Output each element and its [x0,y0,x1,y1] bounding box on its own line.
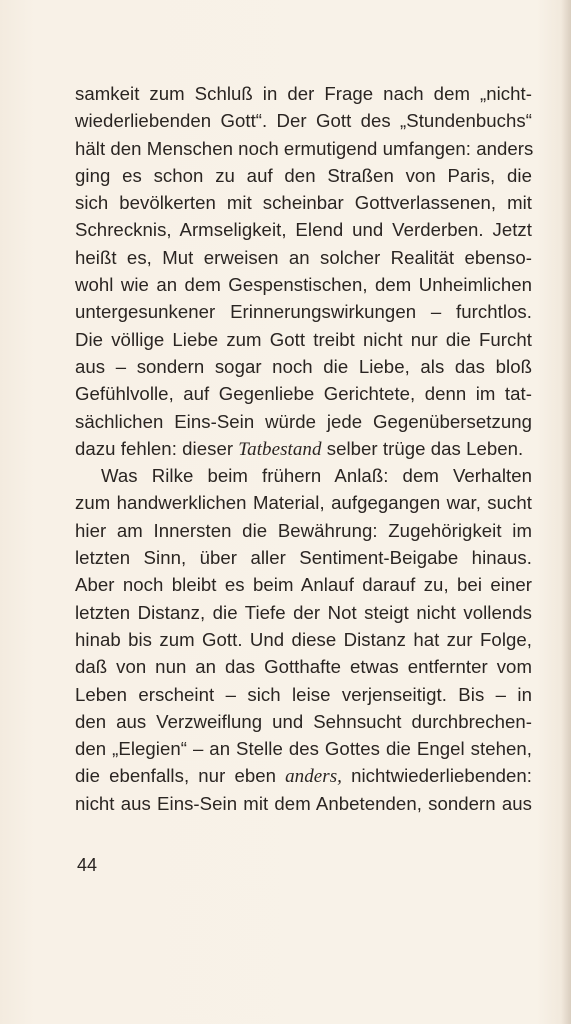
text-line: Leben erscheint – sich leise verjenseitigt. Bis – in [75,683,532,705]
text-line: letzten Distanz, die Tiefe der Not steigt nicht vollends [75,601,532,623]
text-line: den aus Verzweiflung und Sehnsucht durchbrechen- [75,710,532,732]
body-text [75,80,532,817]
text-run: dazu fehlen: dieser [75,437,239,459]
text-line: untergesunkener Erinnerungswirkungen – furchtlos. [75,301,532,323]
text-line: aus – sondern sogar noch die Liebe, als das bloß [75,355,532,377]
text-line: sich bevölkerten mit scheinbar Gottverlassenen, mit [75,192,532,214]
text-line: sächlichen Eins-Sein würde jede Gegenübersetzung [75,410,532,432]
text-run: die ebenfalls, nur eben [75,765,286,787]
text-line: Gefühlvolle, auf Gegenliebe Gerichtete, denn im tat- [75,383,532,405]
text-run: selber trüge das Leben. [321,437,524,459]
text-line: wiederliebenden Gott“. Der Gott des „Stundenbuchs“ [75,110,532,132]
italic-term: Tatbestand [238,438,322,460]
paragraph-first-line: Was Rilke beim frühern Anlaß: dem Verhalten [101,465,532,487]
page-edge-shadow [561,0,571,1024]
text-line: heißt es, Mut erweisen an solcher Realität ebenso- [75,246,532,268]
text-line: ging es schon zu auf den Straßen von Paris, die [75,164,532,186]
text-line: hält den Menschen noch ermutigend umfangen: anders [75,137,534,159]
text-line: den „Elegien“ – an Stelle des Gottes die Engel stehen, [75,738,532,760]
text-line [75,435,532,462]
text-line: samkeit zum Schluß in der Frage nach dem „nicht- [75,83,532,104]
text-line: Die völlige Liebe zum Gott treibt nicht nur die Furcht [75,328,532,350]
text-run: nichtwiederliebenden: [341,765,532,787]
text-line: wohl wie an dem Gespenstischen, dem Unheimlichen [75,274,532,296]
text-line: nicht aus Eins-Sein mit dem Anbetenden, sondern aus [75,792,532,814]
text-line: daß von nun an das Gotthafte etwas entfernter vom [75,656,532,678]
text-line: Schrecknis, Armseligkeit, Elend und Verderben. Jetzt [75,219,532,241]
italic-term: anders, [285,766,342,788]
page-number: 44 [77,855,98,875]
text-line: letzten Sinn, über aller Sentiment-Beigabe hinaus. [75,547,532,569]
text-line: Aber noch bleibt es beim Anlauf darauf zu, bei einer [75,574,532,596]
text-line: zum handwerklichen Material, aufgegangen war, sucht [75,492,532,514]
text-line [75,762,532,789]
text-line: hinab bis zum Gott. Und diese Distanz hat zur Folge, [75,628,532,650]
text-line: hier am Innersten die Bewährung: Zugehörigkeit im [75,519,532,541]
